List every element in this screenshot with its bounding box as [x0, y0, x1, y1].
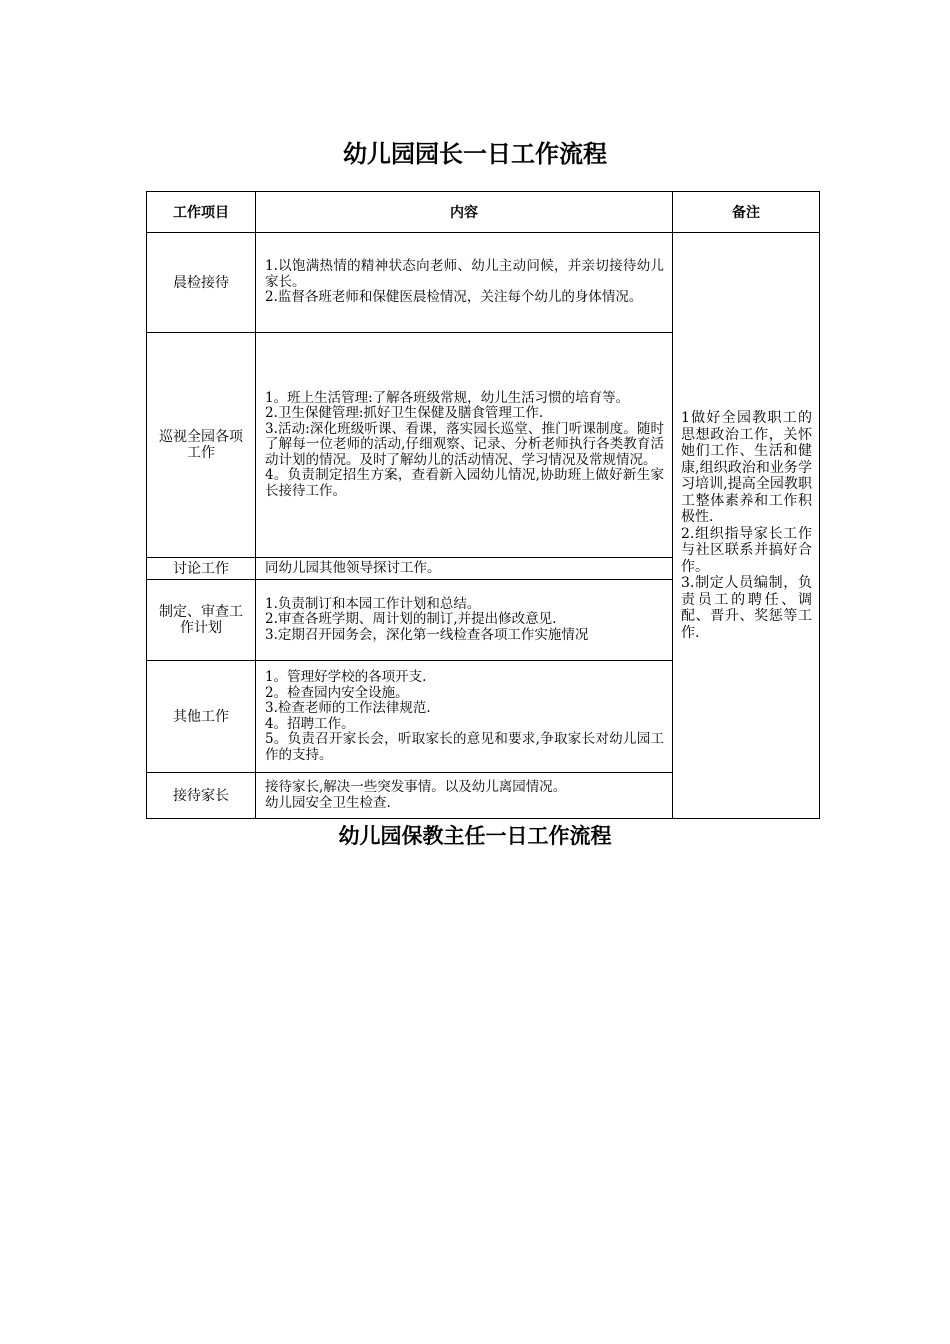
row-content: [256, 773, 673, 819]
content-line: 3.检查老师的工作法律规范.: [265, 700, 431, 716]
workflow-table: [146, 191, 820, 819]
row-content: [256, 233, 673, 333]
content-line: 2.监督各班老师和保健医晨检情况，关注每个幼儿的身体情况。: [265, 289, 643, 306]
content-line: 4。负责制定招生方案，查看新入园幼儿情况,协助班上做好新生家长接待工作。: [265, 467, 664, 499]
remark-cell: [673, 233, 820, 819]
content-line: 接待家长,解决一些突发事情。以及幼儿离园情况。: [265, 779, 567, 795]
content-line: 4。招聘工作。: [265, 715, 355, 732]
content-line: 1.负责制订和本园工作计划和总结。: [265, 595, 481, 612]
header-content: 内容: [256, 192, 673, 233]
content-line: 5。负责召开家长会，听取家长的意见和要求,争取家长对幼儿园工作的支持。: [265, 731, 664, 763]
content-line: 3.定期召开园务会，深化第一线检查各项工作实施情况: [265, 626, 589, 643]
content-line: 2。检查园内安全设施。: [265, 684, 409, 701]
remark-line: 2.组织指导家长工作与社区联系并搞好合作。: [681, 525, 812, 575]
content-line: 1。管理好学校的各项开支.: [265, 669, 427, 685]
content-line: 2.卫生保健管理:抓好卫生保健及膳食管理工作.: [265, 405, 544, 422]
row-item: 制定、审查工作计划: [147, 580, 256, 661]
content-line: 1.以饱满热情的精神状态向老师、幼儿主动问候，并亲切接待幼儿家长。: [265, 258, 664, 290]
content-line: 1。班上生活管理:了解各班级常规，幼儿生活习惯的培育等。: [265, 389, 630, 406]
row-item: 晨检接待: [147, 233, 256, 333]
content-line: 幼儿园安全卫生检查.: [265, 794, 391, 811]
row-content: [256, 558, 673, 580]
row-content: [256, 661, 673, 773]
content-line: 同幼儿园其他领导探讨工作。: [265, 559, 441, 576]
header-remark: 备注: [673, 192, 820, 233]
section-title: 幼儿园保教主任一日工作流程: [338, 823, 612, 848]
content-line: 3.活动:深化班级听课、看课，落实园长巡堂、推门听课制度。随时了解每一位老师的活动,仔细观察、记录、分析老师执行各类教育活动计划的情况。及时了解幼儿的活动情况、学习情况及常规情况。: [265, 420, 664, 468]
row-item: 讨论工作: [147, 558, 256, 580]
page-title: 幼儿园园长一日工作流程: [343, 139, 607, 168]
row-item: 其他工作: [147, 661, 256, 773]
remark-line: 3.制定人员编制，负责员工的聘任、调配、晋升、奖惩等工作.: [681, 575, 812, 641]
content-line: 2.审查各班学期、周计划的制订,并提出修改意见.: [265, 611, 557, 628]
row-item: 巡视全园各项工作: [147, 333, 256, 558]
row-content: [256, 333, 673, 558]
remark-line: 1做好全园教职工的思想政治工作，关怀她们工作、生活和健康,组织政治和业务学习培训,提高全园教职工整体素养和工作积极性.: [681, 410, 812, 525]
row-item: 接待家长: [147, 773, 256, 819]
table-header-row: [147, 192, 820, 233]
row-content: [256, 580, 673, 661]
table-row: [147, 233, 820, 333]
header-item: 工作项目: [147, 192, 256, 233]
